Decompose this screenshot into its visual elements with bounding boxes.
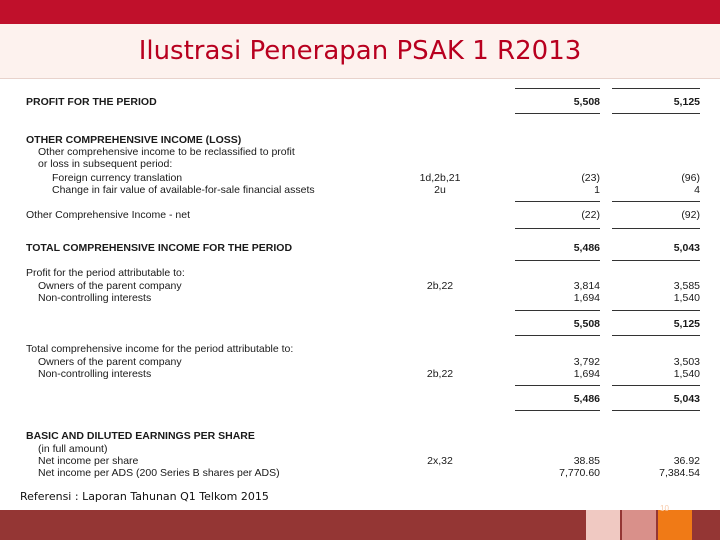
row-label: Non-controlling interests xyxy=(38,292,152,304)
value-col-2: 5,043 xyxy=(673,393,700,405)
rule xyxy=(515,201,600,202)
row-tci-nci xyxy=(0,368,720,380)
row-label: Net income per share xyxy=(38,455,139,467)
page-number: 10 xyxy=(660,504,669,513)
value-col-1: 3,814 xyxy=(573,280,600,292)
value-col-1: 5,508 xyxy=(573,96,600,108)
row-total-comprehensive xyxy=(0,242,720,254)
value-col-1: 1,694 xyxy=(573,292,600,304)
accent-swatch-orange xyxy=(658,510,692,540)
note-ref: 2b,22 xyxy=(426,280,454,292)
reference-note: Referensi : Laporan Tahunan Q1 Telkom 2015 xyxy=(20,490,269,503)
value-col-1: (23) xyxy=(581,172,600,184)
rule xyxy=(515,335,600,336)
row-foreign-currency xyxy=(0,172,720,184)
value-col-2: 1,540 xyxy=(673,368,700,380)
note-ref: 1d,2b,21 xyxy=(419,172,461,184)
row-eps-net-income-share xyxy=(0,455,720,467)
rule xyxy=(515,310,600,311)
row-profit-total xyxy=(0,318,720,330)
value-col-2: 5,125 xyxy=(673,318,700,330)
row-oci-sub1 xyxy=(0,146,720,158)
rule xyxy=(612,410,700,411)
column-top-rule-2 xyxy=(612,88,700,89)
value-col-2: 36.92 xyxy=(673,455,700,467)
value-col-2: 3,585 xyxy=(673,280,700,292)
rule xyxy=(515,113,600,114)
rule xyxy=(612,335,700,336)
row-label: Net income per ADS (200 Series B shares per ADS) xyxy=(38,467,280,479)
value-col-2: (96) xyxy=(681,172,700,184)
row-tci-total xyxy=(0,393,720,405)
row-fair-value xyxy=(0,184,720,196)
row-eps-heading xyxy=(0,430,720,442)
row-label: (in full amount) xyxy=(38,443,108,455)
row-label: Foreign currency translation xyxy=(52,172,183,184)
rule xyxy=(612,113,700,114)
accent-swatch-mid xyxy=(622,510,656,540)
value-col-1: 7,770.60 xyxy=(559,467,600,479)
row-label: Change in fair value of available-for-sale financial assets xyxy=(52,184,315,196)
value-col-1: 1 xyxy=(594,184,600,196)
row-profit-for-period xyxy=(0,96,720,108)
accent-swatch-light xyxy=(586,510,620,540)
row-label: Owners of the parent company xyxy=(38,280,182,292)
row-profit-nci xyxy=(0,292,720,304)
value-col-1: 38.85 xyxy=(573,455,600,467)
row-profit-attributable-heading xyxy=(0,267,720,279)
value-col-1: (22) xyxy=(581,209,600,221)
value-col-2: 4 xyxy=(694,184,700,196)
note-ref: 2b,22 xyxy=(426,368,454,380)
rule xyxy=(515,260,600,261)
value-col-2: 7,384.54 xyxy=(659,467,700,479)
value-col-2: (92) xyxy=(681,209,700,221)
row-label: Owners of the parent company xyxy=(38,356,182,368)
row-label: Profit for the period attributable to: xyxy=(26,267,185,279)
row-label: or loss in subsequent period: xyxy=(38,158,173,170)
row-tci-owners xyxy=(0,356,720,368)
value-col-2: 1,540 xyxy=(673,292,700,304)
row-eps-net-income-ads xyxy=(0,467,720,479)
row-label: BASIC AND DILUTED EARNINGS PER SHARE xyxy=(26,430,255,442)
row-label: OTHER COMPREHENSIVE INCOME (LOSS) xyxy=(26,134,242,146)
row-label: Other Comprehensive Income - net xyxy=(26,209,190,221)
row-oci-sub2 xyxy=(0,158,720,170)
row-label: Non-controlling interests xyxy=(38,368,152,380)
value-col-2: 5,125 xyxy=(673,96,700,108)
column-top-rule-1 xyxy=(515,88,600,89)
value-col-1: 1,694 xyxy=(573,368,600,380)
slide-title: Ilustrasi Penerapan PSAK 1 R2013 xyxy=(138,36,582,66)
rule xyxy=(515,385,600,386)
rule xyxy=(612,310,700,311)
row-label: Total comprehensive income for the period attributable to: xyxy=(26,343,294,355)
rule xyxy=(515,410,600,411)
row-oci-net xyxy=(0,209,720,221)
note-ref: 2x,32 xyxy=(427,455,453,467)
value-col-1: 5,508 xyxy=(573,318,600,330)
rule xyxy=(612,201,700,202)
value-col-2: 3,503 xyxy=(673,356,700,368)
rule xyxy=(612,260,700,261)
row-label: TOTAL COMPREHENSIVE INCOME FOR THE PERIOD xyxy=(26,242,293,254)
rule xyxy=(612,385,700,386)
note-ref: 2u xyxy=(434,184,446,196)
rule xyxy=(612,228,700,229)
value-col-2: 5,043 xyxy=(673,242,700,254)
value-col-1: 5,486 xyxy=(573,242,600,254)
value-col-1: 3,792 xyxy=(573,356,600,368)
row-tci-attributable-heading xyxy=(0,343,720,355)
value-col-1: 5,486 xyxy=(573,393,600,405)
row-label: PROFIT FOR THE PERIOD xyxy=(26,96,157,108)
row-eps-full-amount xyxy=(0,443,720,455)
rule xyxy=(515,228,600,229)
row-profit-owners xyxy=(0,280,720,292)
row-oci-heading xyxy=(0,134,720,146)
row-label: Other comprehensive income to be reclassified to profit xyxy=(38,146,295,158)
